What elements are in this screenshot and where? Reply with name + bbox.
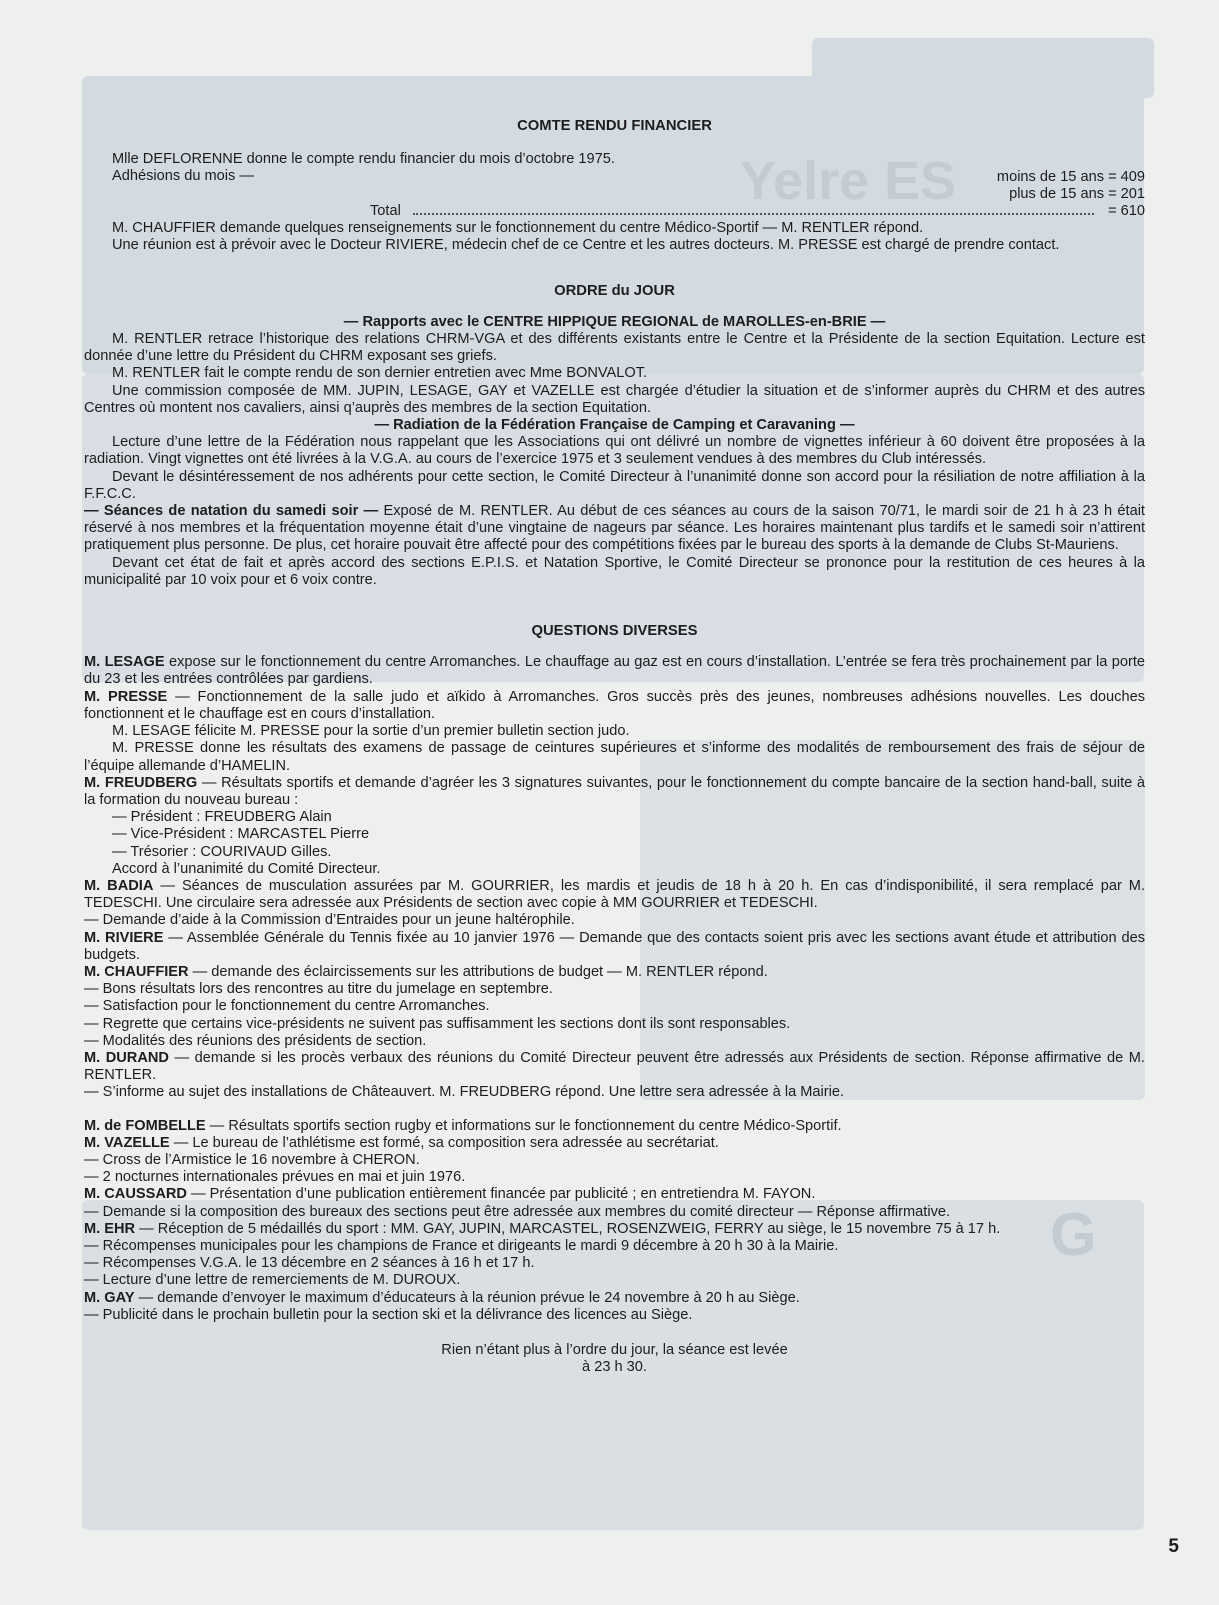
q-caussard-1: — Demande si la composition des bureaux des sections peut être adressée aux membres du comité directeur — Réponse affirmative. (84, 1203, 951, 1220)
q-ehr-2: — Récompenses V.G.A. le 13 décembre en 2 séances à 16 h et 17 h. (84, 1255, 535, 1272)
closing-line-2: à 23 h 30. (582, 1359, 647, 1376)
agenda-subtitle-ffcc: — Radiation de la Fédération Française de Camping et Caravaning — (374, 417, 855, 434)
page-number: 5 (1168, 1536, 1179, 1557)
q-ehr-1: — Récompenses municipales pour les champions de France et dirigeants le mardi 9 décembre à 20 h 30 à la Mairie. (84, 1237, 839, 1254)
agenda-para-b1: Lecture d’une lettre de la Fédération nous rappelant que les Associations qui ont délivré un nombre de vignettes inférieur à 60 doivent être proposées à la radiation. Vingt vignettes ont été livrées à la V.G.A. au cours de l’exercice 1975 et 3 seulement vendues à des membres du Club intéressés. (84, 434, 1145, 468)
q-chauffier-2: — Satisfaction pour le fonctionnement du centre Arromanches. (84, 998, 490, 1015)
agenda-para-b2: Devant le désintéressement de nos adhérents pour cette section, le Comité Directeur à l’unanimité donne son accord pour la résiliation de notre affiliation à la F.F.C.C. (84, 468, 1145, 502)
q-riviere: M. RIVIERE — Assemblée Générale du Tennis fixée au 10 janvier 1976 — Demande que des contacts soient pris avec les sections avant étude et attribution des budgets. (84, 929, 1146, 963)
q-durand: M. DURAND — demande si les procès verbaux des réunions du Comité Directeur peuvent être adressés aux Présidents de section. Réponse affirmative de M. RENTLER. (84, 1049, 1145, 1084)
speaker-fombelle: M. de FOMBELLE (84, 1117, 206, 1134)
agenda-para-natation (84, 503, 1145, 555)
q-gay: M. GAY — demande d’envoyer le maximum d’éducateurs à la réunion prévue le 24 novembre à 20 h au Siège. (84, 1289, 800, 1306)
closing-line-1: Rien n’étant plus à l’ordre du jour, la séance est levée (441, 1342, 788, 1358)
q-lesage: M. LESAGE expose sur le fonctionnement du centre Arromanches. Le chauffage au gaz est en cours d’installation. L’entrée se fera très prochainement par la porte du 23 et les entrées contrôlées par gardiens. (84, 654, 1146, 688)
questions-title: QUESTIONS DIVERSES (531, 623, 698, 640)
q-freudberg-president: — Président : FREUDBERG Alain (112, 809, 332, 826)
adhesions-over-15: plus de 15 ans = 201 (1009, 185, 1145, 202)
total-leader-dots (413, 213, 1094, 215)
financial-intro: Mlle DEFLORENNE donne le compte rendu financier du mois d’octobre 1975. (112, 151, 615, 168)
q-presse: M. PRESSE — Fonctionnement de la salle judo et aïkido à Arromanches. Gros succès près des jeunes, nombreuses adhésions nouvelles. Les douches fonctionnent et le chauffage est en cours d’installation. (84, 688, 1145, 722)
bleed-through-banner-bottom: G (1050, 1201, 1097, 1268)
speaker-chauffier: M. CHAUFFIER (84, 963, 189, 980)
q-chauffier-1: — Bons résultats lors des rencontres au titre du jumelage en septembre. (84, 981, 553, 998)
agenda-para-a1: M. RENTLER retrace l’historique des relations CHRM-VGA et des différents existants entre le Centre et la Présidente de la section Equitation. Lecture est donnée d’une lettre du Président du CHRM exposant ses griefs. (84, 331, 1145, 365)
q-freudberg-vice-president: — Vice-Président : MARCASTEL Pierre (112, 826, 370, 843)
q-caussard: M. CAUSSARD — Présentation d’une publication entièrement financée par publicité ; en entretiendra M. FAYON. (84, 1186, 816, 1203)
financial-para-2: Une réunion est à prévoir avec le Docteur RIVIERE, médecin chef de ce Centre et les autres docteurs. M. PRESSE est chargé de prendre contact. (112, 237, 1060, 254)
speaker-caussard: M. CAUSSARD (84, 1186, 187, 1203)
bleed-through-banner-top: Yelre ES (740, 151, 957, 211)
q-vazelle-1: — Cross de l’Armistice le 16 novembre à CHERON. (84, 1151, 420, 1168)
speaker-durand: M. DURAND (84, 1049, 169, 1066)
q-durand-2: — S’informe au sujet des installations de Châteauvert. M. FREUDBERG répond. Une lettre sera adressée à la Mairie. (84, 1084, 845, 1101)
agenda-subtitle-chrm: — Rapports avec le CENTRE HIPPIQUE REGIONAL de MAROLLES-en-BRIE — (343, 313, 886, 330)
speaker-ehr: M. EHR (84, 1220, 136, 1237)
agenda-para-a3: Une commission composée de MM. JUPIN, LESAGE, GAY et VAZELLE est chargée d’étudier la situation et de s’informer auprès du CHRM et des autres Centres où montent nos cavaliers, ainsi q’auprès des membres de la section Equitation. (84, 382, 1145, 416)
q-presse-2: M. LESAGE félicite M. PRESSE pour la sortie d’un premier bulletin section judo. (112, 723, 630, 740)
q-freudberg-tresorier: — Trésorier : COURIVAUD Gilles. (112, 843, 332, 860)
adhesions-under-15: moins de 15 ans = 409 (996, 168, 1145, 185)
financial-title: COMTE RENDU FINANCIER (517, 118, 712, 134)
q-badia-2: — Demande d’aide à la Commission d’Entraides pour un jeune haltérophile. (84, 912, 575, 929)
q-ehr: M. EHR — Réception de 5 médaillés du sport : MM. GAY, JUPIN, MARCASTEL, ROSENZWEIG, FERRY au siège, le 15 novembre 75 à 17 h. (84, 1220, 1001, 1237)
natation-heading: — Séances de natation du samedi soir — (84, 503, 379, 520)
speaker-presse: M. PRESSE (84, 688, 168, 705)
document-body (84, 118, 1145, 1376)
q-chauffier-4: — Modalités des réunions des présidents de section. (84, 1032, 427, 1049)
total-row (84, 203, 1145, 220)
speaker-vazelle: M. VAZELLE (84, 1134, 170, 1151)
speaker-badia: M. BADIA (84, 877, 154, 894)
q-chauffier-3: — Regrette que certains vice-présidents ne suivent pas suffisamment les sections dont ils sont responsables. (84, 1015, 791, 1032)
q-badia: M. BADIA — Séances de musculation assurées par M. GOURRIER, les mardis et jeudis de 18 h à 20 h. En cas d’indisponibilité, il sera remplacé par M. TEDESCHI. Une circulaire sera adressée aux Présidents de section avec copie à MM GOURRIER et TEDESCHI. (84, 877, 1145, 912)
agenda-title: ORDRE du JOUR (554, 282, 675, 299)
q-vazelle-2: — 2 nocturnes internationales prévues en mai et juin 1976. (84, 1169, 466, 1186)
q-freudberg-accord: Accord à l’unanimité du Comité Directeur. (112, 860, 381, 877)
q-fombelle: M. de FOMBELLE — Résultats sportifs section rugby et informations sur le fonctionnement du centre Médico-Sportif. (84, 1117, 842, 1134)
q-ehr-3: — Lecture d’une lettre de remerciements de M. DUROUX. (84, 1272, 461, 1289)
q-gay-1: — Publicité dans le prochain bulletin pour la section ski et la délivrance des licences au Siège. (84, 1306, 693, 1323)
total-value: = 610 (1108, 203, 1145, 220)
speaker-riviere: M. RIVIERE (84, 929, 164, 946)
q-freudberg: M. FREUDBERG — Résultats sportifs et demande d’agréer les 3 signatures suivantes, pour le fonctionnement du compte bancaire de la section hand-ball, suite à la formation du nouveau bureau : (84, 774, 1145, 808)
agenda-para-a2: M. RENTLER fait le compte rendu de son dernier entretien avec Mme BONVALOT. (112, 365, 648, 382)
speaker-lesage: M. LESAGE (84, 654, 165, 671)
speaker-freudberg: M. FREUDBERG (84, 774, 198, 791)
natation-text: Exposé de M. RENTLER. Au début de ces séances au cours de la saison 70/71, le mardi soir de 21 h à 23 h était réservé à nos membres et la fréquentation moyenne était d’une vingtaine de nageurs par séance. Les horaires maintenant plus tardifs et le samedi soir n’attirent pratiquement plus personne. De plus, cet horaire pouvait être affecté pour des compétitions fixées par le bureau des sports à la demande de Clubs St-Mauriens. (84, 503, 1145, 554)
bleed-through-right-top (812, 38, 1154, 98)
speaker-gay: M. GAY (84, 1289, 135, 1306)
q-presse-3: M. PRESSE donne les résultats des examens de passage de ceintures supérieures et s’informe des modalités de remboursement des frais de séjour de l’équipe allemande d’HAMELIN. (84, 740, 1145, 774)
total-label: Total (370, 203, 401, 220)
q-vazelle: M. VAZELLE — Le bureau de l’athlétisme est formé, sa composition sera adressée au secrétariat. (84, 1134, 719, 1151)
adhesions-label: Adhésions du mois — (112, 168, 254, 185)
agenda-para-c2: Devant cet état de fait et après accord des sections E.P.I.S. et Natation Sportive, le Comité Directeur se prononce pour la restitution de ces heures à la municipalité par 10 voix pour et 6 voix contre. (84, 554, 1145, 588)
q-chauffier: M. CHAUFFIER — demande des éclaircissements sur les attributions de budget — M. RENTLER répond. (84, 963, 768, 980)
financial-para-1: M. CHAUFFIER demande quelques renseignements sur le fonctionnement du centre Médico-Sportif — M. RENTLER répond. (112, 220, 924, 237)
